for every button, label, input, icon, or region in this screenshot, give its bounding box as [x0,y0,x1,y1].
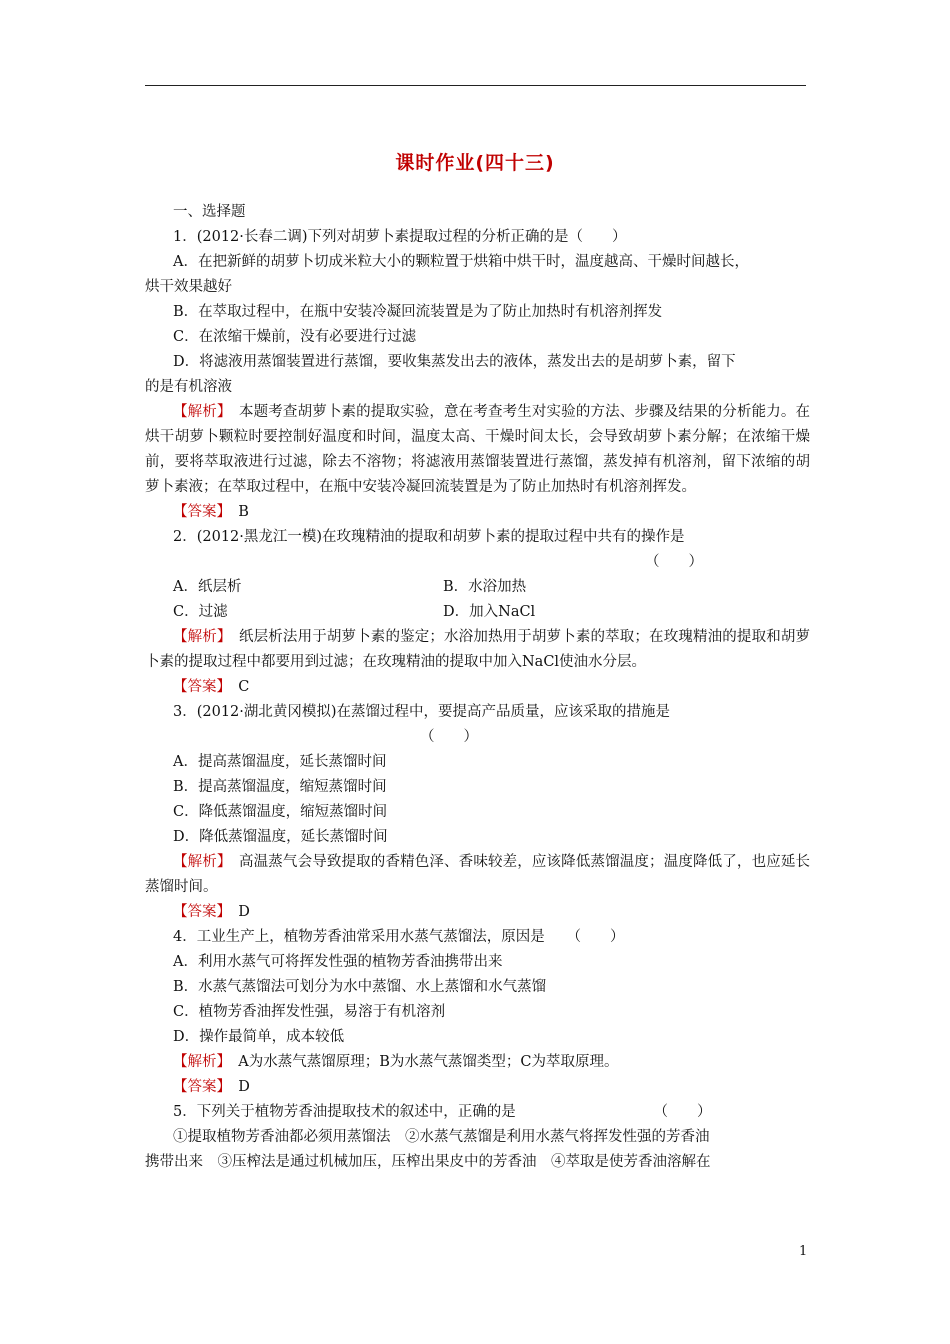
analysis-text: 高温蒸气会导致提取的香精色泽、香味较差，应该降低蒸馏温度；温度降低了，也应延长蒸馏时间。 [145,854,811,895]
answer-tag: 【答案】 [173,679,224,695]
header-rule [145,85,806,86]
q2-option-a: A．纸层析 [173,579,242,595]
q2-answer [145,675,810,700]
q3-answer [145,900,810,925]
analysis-tag: 【解析】 [173,1054,224,1070]
q4-option-a: A．利用水蒸气可将挥发性强的植物芳香油携带出来 [173,954,503,970]
q1-option-d: D．将滤液用蒸馏装置进行蒸馏，要收集蒸发出去的液体，蒸发出去的是胡萝卜素，留下 [173,354,736,370]
q2-option-c: C．过滤 [173,604,228,620]
q1-answer [145,500,810,525]
q1-option-c: C．在浓缩干燥前，没有必要进行过滤 [173,329,417,345]
analysis-tag: 【解析】 [173,854,225,870]
q4-option-b: B．水蒸气蒸馏法可划分为水中蒸馏、水上蒸馏和水气蒸馏 [173,979,547,995]
question-5-stem: 5．下列关于植物芳香油提取技术的叙述中，正确的是 （ ） [173,1104,712,1120]
q3-bracket: （ ） [420,729,478,745]
q1-option-a-cont: 烘干效果越好 [145,279,232,295]
answer-value: D [223,904,250,920]
q2-options-row-1 [145,575,810,600]
q2-analysis [145,625,810,675]
analysis-tag: 【解析】 [173,404,225,420]
q3-analysis [145,850,810,900]
q3-option-d: D．降低蒸馏温度，延长蒸馏时间 [173,829,388,845]
q3-option-c: C．降低蒸馏温度，缩短蒸馏时间 [173,804,388,820]
q5-statements-line-1: ①提取植物芳香油都必须用蒸馏法 ②水蒸气蒸馏是利用水蒸气将挥发性强的芳香油 [173,1129,710,1145]
analysis-tag: 【解析】 [173,629,225,645]
q1-option-d-cont: 的是有机溶液 [145,379,232,395]
question-3-stem: 3．(2012·湖北黄冈模拟)在蒸馏过程中，要提高产品质量，应该采取的措施是 [173,704,671,720]
analysis-text: 本题考查胡萝卜素的提取实验，意在考查考生对实验的方法、步骤及结果的分析能力。在烘干胡萝卜颗粒时要控制好温度和时间，温度太高、干燥时间太长，会导致胡萝卜素分解；在浓缩干燥前，要将萃取液进行过滤，除去不溶物；将滤液用蒸馏装置进行蒸馏，蒸发掉有机溶剂，留下浓缩的胡萝卜素液；在萃取过程中，在瓶中安装冷凝回流装置是为了防止加热时有机溶剂挥发。 [145,404,811,495]
answer-value: B [223,504,249,520]
q3-option-a: A．提高蒸馏温度，延长蒸馏时间 [173,754,387,770]
q1-analysis [145,400,810,500]
answer-value: D [223,1079,250,1095]
q3-option-b: B．提高蒸馏温度，缩短蒸馏时间 [173,779,387,795]
q4-analysis [145,1050,810,1075]
q2-option-b: B．水浴加热 [443,579,527,595]
q4-answer [145,1075,810,1100]
page-title: 课时作业(四十三) [395,152,555,174]
answer-tag: 【答案】 [173,1079,224,1095]
answer-tag: 【答案】 [173,904,224,920]
section-heading: 一、选择题 [173,204,246,220]
analysis-text: 纸层析法用于胡萝卜素的鉴定；水浴加热用于胡萝卜素的萃取；在玫瑰精油的提取和胡萝卜素的提取过程中都要用到过滤；在玫瑰精油的提取中加入NaCl使油水分层。 [145,629,811,670]
q1-option-b: B．在萃取过程中，在瓶中安装冷凝回流装置是为了防止加热时有机溶剂挥发 [173,304,663,320]
q4-option-d: D．操作最简单，成本较低 [173,1029,345,1045]
question-2-stem: 2．(2012·黑龙江一模)在玫瑰精油的提取和胡萝卜素的提取过程中共有的操作是 [173,529,685,545]
q2-option-d: D．加入NaCl [443,604,536,620]
q5-statements-line-2: 携带出来 ③压榨法是通过机械加压，压榨出果皮中的芳香油 ④萃取是使芳香油溶解在 [145,1154,711,1170]
q4-option-c: C．植物芳香油挥发性强，易溶于有机溶剂 [173,1004,446,1020]
analysis-text: A为水蒸气蒸馏原理；B为水蒸气蒸馏类型；C为萃取原理。 [223,1054,619,1070]
q2-bracket: （ ） [645,554,703,570]
question-1-stem: 1．(2012·长春二调)下列对胡萝卜素提取过程的分析正确的是（ ） [173,229,627,245]
question-4-stem: 4．工业生产上，植物芳香油常采用水蒸气蒸馏法，原因是 （ ） [173,929,625,945]
answer-tag: 【答案】 [173,504,224,520]
q2-options-row-2 [145,600,810,625]
page-number: 1 [799,1244,808,1259]
document-body [145,200,810,1175]
answer-value: C [223,679,250,695]
q1-option-a: A．在把新鲜的胡萝卜切成米粒大小的颗粒置于烘箱中烘干时，温度越高、干燥时间越长， [173,254,749,270]
